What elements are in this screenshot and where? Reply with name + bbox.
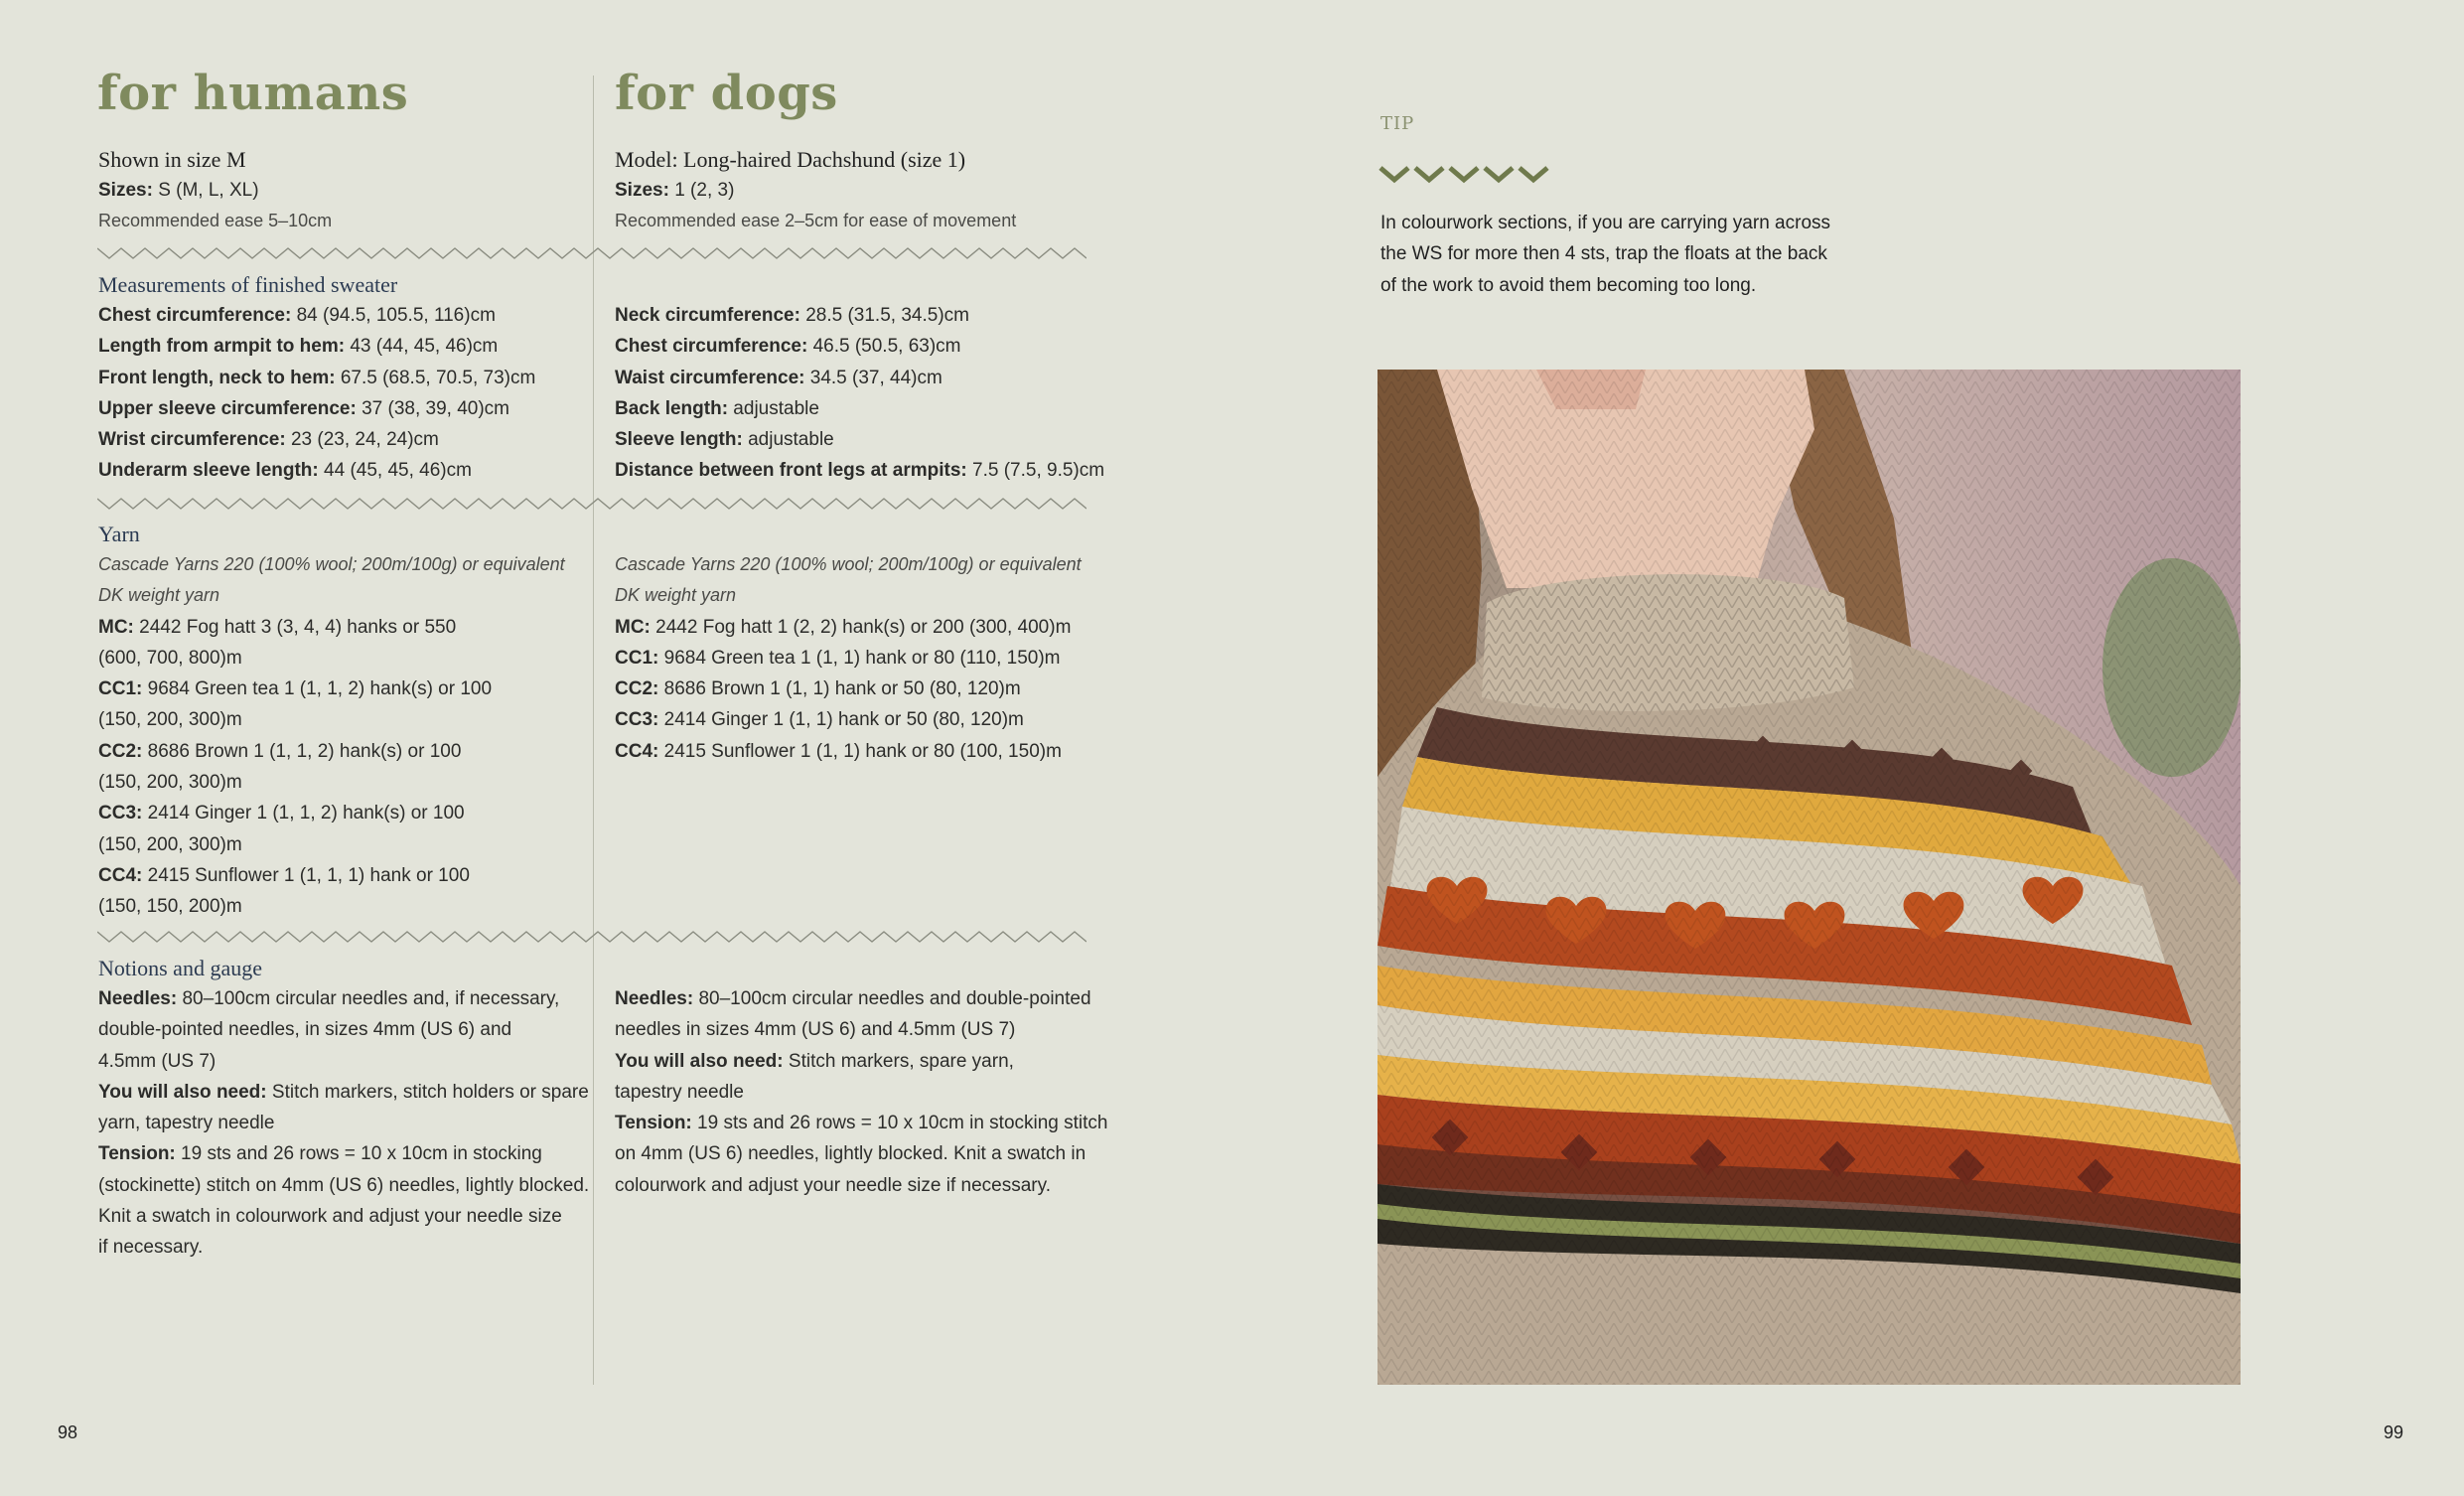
dogs-notions: [615, 983, 1108, 1201]
dogs-yarn: [615, 549, 1082, 767]
humans-yarn-desc-1: Cascade Yarns 220 (100% wool; 200m/100g) or equivalent: [98, 554, 565, 574]
notions-line: Needles: 80–100cm circular needles and double-pointed: [615, 988, 1091, 1009]
notions-line: 4.5mm (US 7): [98, 1050, 217, 1072]
zigzag-divider-2: [97, 497, 1087, 511]
sweater-photo: [1377, 370, 2241, 1385]
yarn-line: (150, 200, 300)m: [98, 709, 242, 731]
measurement-line: Wrist circumference: 23 (23, 24, 24)cm: [98, 429, 439, 451]
notions-line: if necessary.: [98, 1237, 204, 1259]
humans-sizes-block: [98, 144, 332, 237]
measurement-line: Back length: adjustable: [615, 397, 819, 419]
notions-line: on 4mm (US 6) needles, lightly blocked. Knit a swatch in: [615, 1143, 1087, 1165]
tip-label: TIP: [1380, 113, 1415, 134]
yarn-line: CC4: 2415 Sunflower 1 (1, 1) hank or 80 (100, 150)m: [615, 740, 1062, 762]
yarn-line: (150, 200, 300)m: [98, 833, 242, 855]
dogs-sizes: Sizes: 1 (2, 3): [615, 180, 735, 201]
notions-line: tapestry needle: [615, 1081, 744, 1103]
dogs-model: Model: Long-haired Dachshund (size 1): [615, 147, 966, 172]
notions-heading: Notions and gauge: [98, 956, 262, 980]
yarn-line: CC1: 9684 Green tea 1 (1, 1) hank or 80 (110, 150)m: [615, 647, 1061, 669]
measurement-line: Sleeve length: adjustable: [615, 429, 834, 451]
humans-shown-in: Shown in size M: [98, 147, 246, 172]
notions-line: Knit a swatch in colourwork and adjust your needle size: [98, 1206, 562, 1228]
yarn-line: CC4: 2415 Sunflower 1 (1, 1, 1) hank or 100: [98, 864, 470, 886]
yarn-line: CC1: 9684 Green tea 1 (1, 1, 2) hank(s) or 100: [98, 678, 493, 700]
tip-chevrons-icon: [1377, 163, 1552, 185]
measurement-line: Length from armpit to hem: 43 (44, 45, 46)cm: [98, 336, 499, 358]
notions-line: (stockinette) stitch on 4mm (US 6) needles, lightly blocked.: [98, 1174, 590, 1196]
notions-line: double-pointed needles, in sizes 4mm (US 6) and: [98, 1019, 512, 1041]
notions-line: Tension: 19 sts and 26 rows = 10 x 10cm in stocking: [98, 1143, 542, 1165]
tip-text: [1380, 208, 1830, 301]
measurement-line: Upper sleeve circumference: 37 (38, 39, 40)cm: [98, 397, 509, 419]
humans-yarn-desc-2: DK weight yarn: [98, 585, 220, 606]
zigzag-divider-1: [97, 246, 1087, 260]
measurement-line: Distance between front legs at armpits: 7.5 (7.5, 9.5)cm: [615, 460, 1105, 482]
dogs-yarn-desc-2: DK weight yarn: [615, 585, 737, 606]
humans-ease: Recommended ease 5–10cm: [98, 211, 333, 231]
dogs-yarn-desc-1: Cascade Yarns 220 (100% wool; 200m/100g) or equivalent: [615, 554, 1082, 574]
notions-line: yarn, tapestry needle: [98, 1113, 275, 1134]
measurement-line: Underarm sleeve length: 44 (45, 45, 46)cm: [98, 460, 472, 482]
notions-line: You will also need: Stitch markers, stitch holders or spare: [98, 1081, 589, 1103]
notions-line: You will also need: Stitch markers, spare yarn,: [615, 1050, 1014, 1072]
notions-line: needles in sizes 4mm (US 6) and 4.5mm (US 7): [615, 1019, 1016, 1041]
page-number-left: 98: [58, 1422, 78, 1442]
dogs-measurements: [615, 300, 1104, 487]
measurement-line: Waist circumference: 34.5 (37, 44)cm: [615, 367, 942, 388]
measurement-line: Neck circumference: 28.5 (31.5, 34.5)cm: [615, 305, 969, 326]
yarn-line: CC3: 2414 Ginger 1 (1, 1) hank or 50 (80, 120)m: [615, 709, 1024, 731]
yarn-line: CC3: 2414 Ginger 1 (1, 1, 2) hank(s) or 100: [98, 803, 465, 824]
humans-title: for humans: [97, 66, 409, 121]
yarn-line: (150, 150, 200)m: [98, 896, 242, 918]
dogs-title: for dogs: [615, 66, 838, 121]
yarn-line: CC2: 8686 Brown 1 (1, 1, 2) hank(s) or 100: [98, 740, 462, 762]
yarn-line: (150, 200, 300)m: [98, 772, 242, 794]
notions-line: Needles: 80–100cm circular needles and, if necessary,: [98, 988, 560, 1009]
zigzag-divider-3: [97, 930, 1087, 944]
measurement-line: Chest circumference: 84 (94.5, 105.5, 116)cm: [98, 305, 496, 326]
yarn-line: MC: 2442 Fog hatt 3 (3, 4, 4) hanks or 550: [98, 616, 457, 638]
notions-line: Tension: 19 sts and 26 rows = 10 x 10cm in stocking stitch: [615, 1113, 1108, 1134]
humans-sizes: Sizes: S (M, L, XL): [98, 180, 259, 201]
humans-yarn: [98, 519, 565, 923]
column-divider: [593, 75, 594, 1385]
dogs-sizes-block: [615, 144, 1016, 237]
yarn-line: MC: 2442 Fog hatt 1 (2, 2) hank(s) or 200 (300, 400)m: [615, 616, 1072, 638]
measurements-heading: Measurements of finished sweater: [98, 272, 398, 297]
measurement-line: Front length, neck to hem: 67.5 (68.5, 70.5, 73)cm: [98, 367, 536, 388]
measurement-line: Chest circumference: 46.5 (50.5, 63)cm: [615, 336, 961, 358]
tip-line: In colourwork sections, if you are carrying yarn across: [1380, 213, 1831, 233]
yarn-line: CC2: 8686 Brown 1 (1, 1) hank or 50 (80, 120)m: [615, 678, 1021, 700]
tip-line: of the work to avoid them becoming too long.: [1380, 274, 1757, 296]
humans-notions: [98, 953, 589, 1264]
page-number-right: 99: [2384, 1422, 2404, 1442]
tip-line: the WS for more then 4 sts, trap the floats at the back: [1380, 243, 1827, 265]
yarn-line: (600, 700, 800)m: [98, 647, 242, 669]
humans-measurements: [98, 269, 535, 487]
dogs-ease: Recommended ease 2–5cm for ease of movement: [615, 211, 1017, 231]
notions-line: colourwork and adjust your needle size if necessary.: [615, 1174, 1051, 1196]
yarn-heading: Yarn: [98, 522, 140, 546]
